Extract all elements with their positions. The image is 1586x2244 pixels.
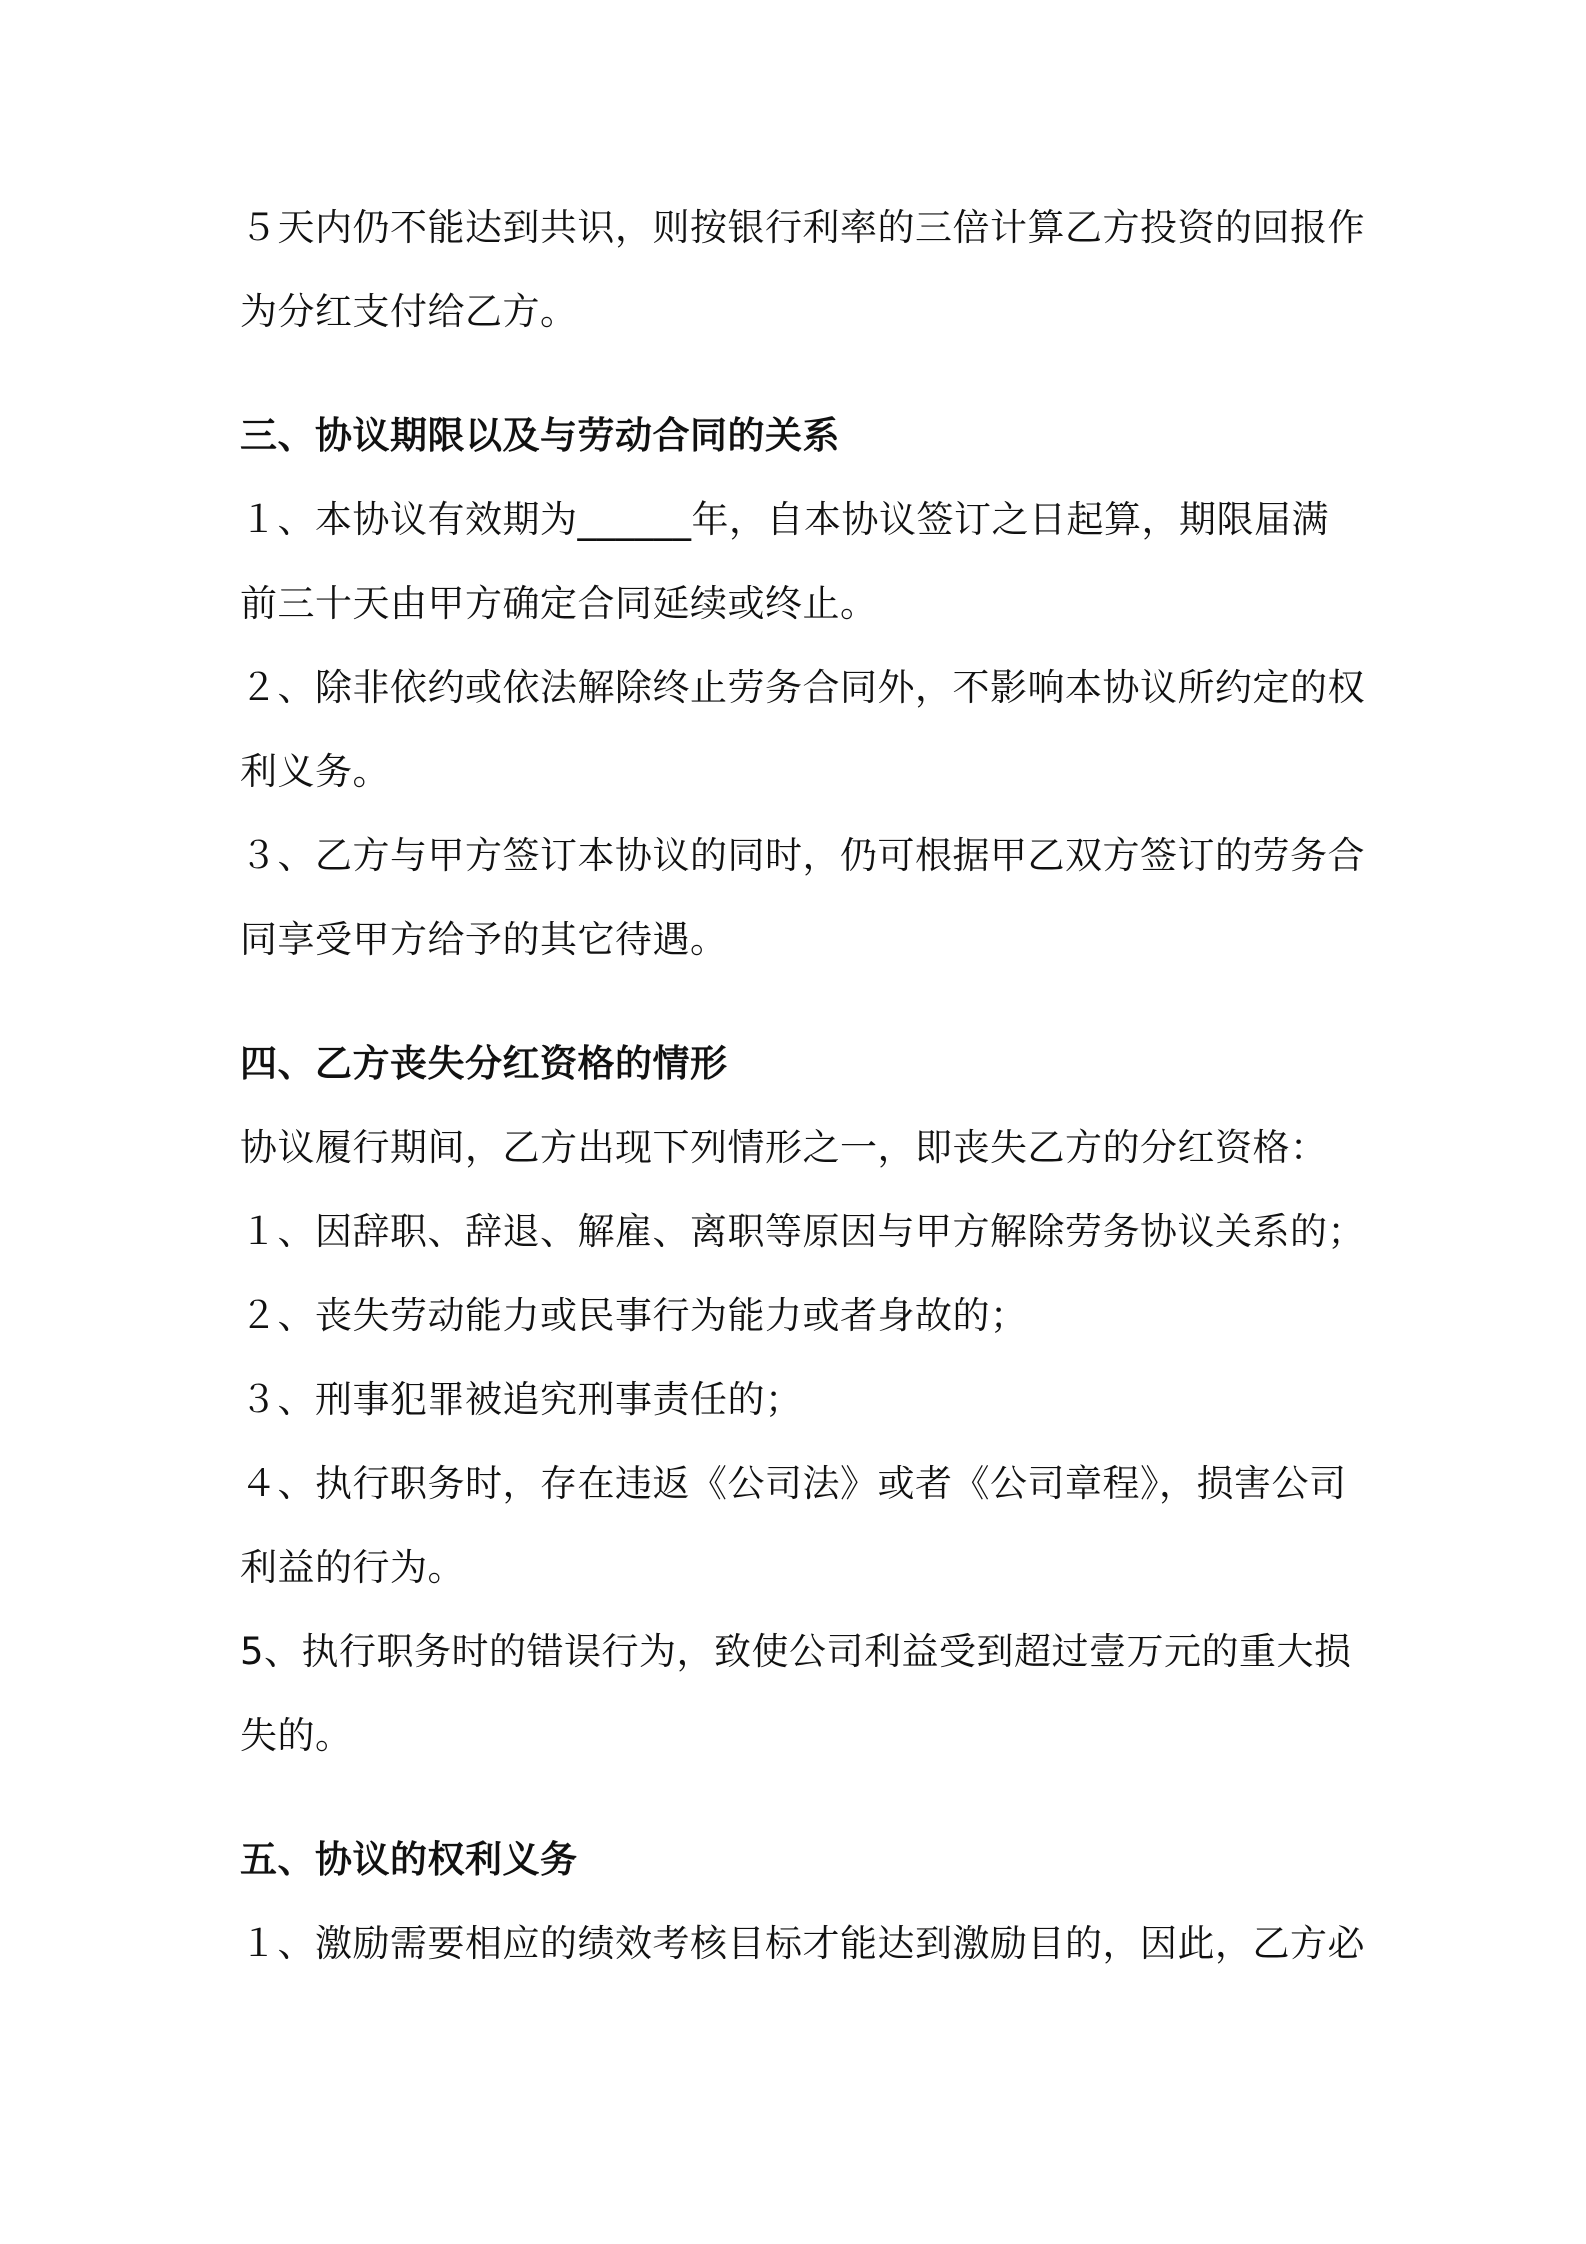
paragraph-line: 5、执行职务时的错误行为，致使公司利益受到超过壹万元的重大损: [240, 1630, 1352, 1673]
paragraph-line: 协议履行期间，乙方出现下列情形之一，即丧失乙方的分红资格：: [240, 1126, 1328, 1169]
section-heading-4: 四、乙方丧失分红资格的情形: [240, 1042, 728, 1085]
paragraph-line: 利益的行为。: [240, 1546, 465, 1589]
paragraph-line: 失的。: [240, 1714, 353, 1757]
paragraph-line: １、本协议有效期为______年，自本协议签订之日起算，期限届满: [240, 498, 1329, 541]
paragraph-line: ５天内仍不能达到共识，则按银行利率的三倍计算乙方投资的回报作: [240, 206, 1365, 249]
paragraph-line: 为分红支付给乙方。: [240, 290, 578, 333]
section-heading-3: 三、协议期限以及与劳动合同的关系: [240, 414, 840, 457]
section-heading-5: 五、协议的权利义务: [240, 1838, 578, 1881]
paragraph-line: 利义务。: [240, 750, 390, 793]
paragraph-line: 前三十天由甲方确定合同延续或终止。: [240, 582, 878, 625]
paragraph-line: ２、除非依约或依法解除终止劳务合同外，不影响本协议所约定的权: [240, 666, 1365, 709]
paragraph-line: １、激励需要相应的绩效考核目标才能达到激励目的，因此，乙方必: [240, 1922, 1365, 1965]
paragraph-line: ３、刑事犯罪被追究刑事责任的；: [240, 1378, 803, 1421]
paragraph-line: ４、执行职务时，存在违返《公司法》或者《公司章程》，损害公司: [240, 1462, 1347, 1505]
paragraph-line: １、因辞职、辞退、解雇、离职等原因与甲方解除劳务协议关系的；: [240, 1210, 1365, 1253]
paragraph-line: ３、乙方与甲方签订本协议的同时，仍可根据甲乙双方签订的劳务合: [240, 834, 1365, 877]
paragraph-line: ２、丧失劳动能力或民事行为能力或者身故的；: [240, 1294, 1028, 1337]
paragraph-line: 同享受甲方给予的其它待遇。: [240, 918, 728, 961]
